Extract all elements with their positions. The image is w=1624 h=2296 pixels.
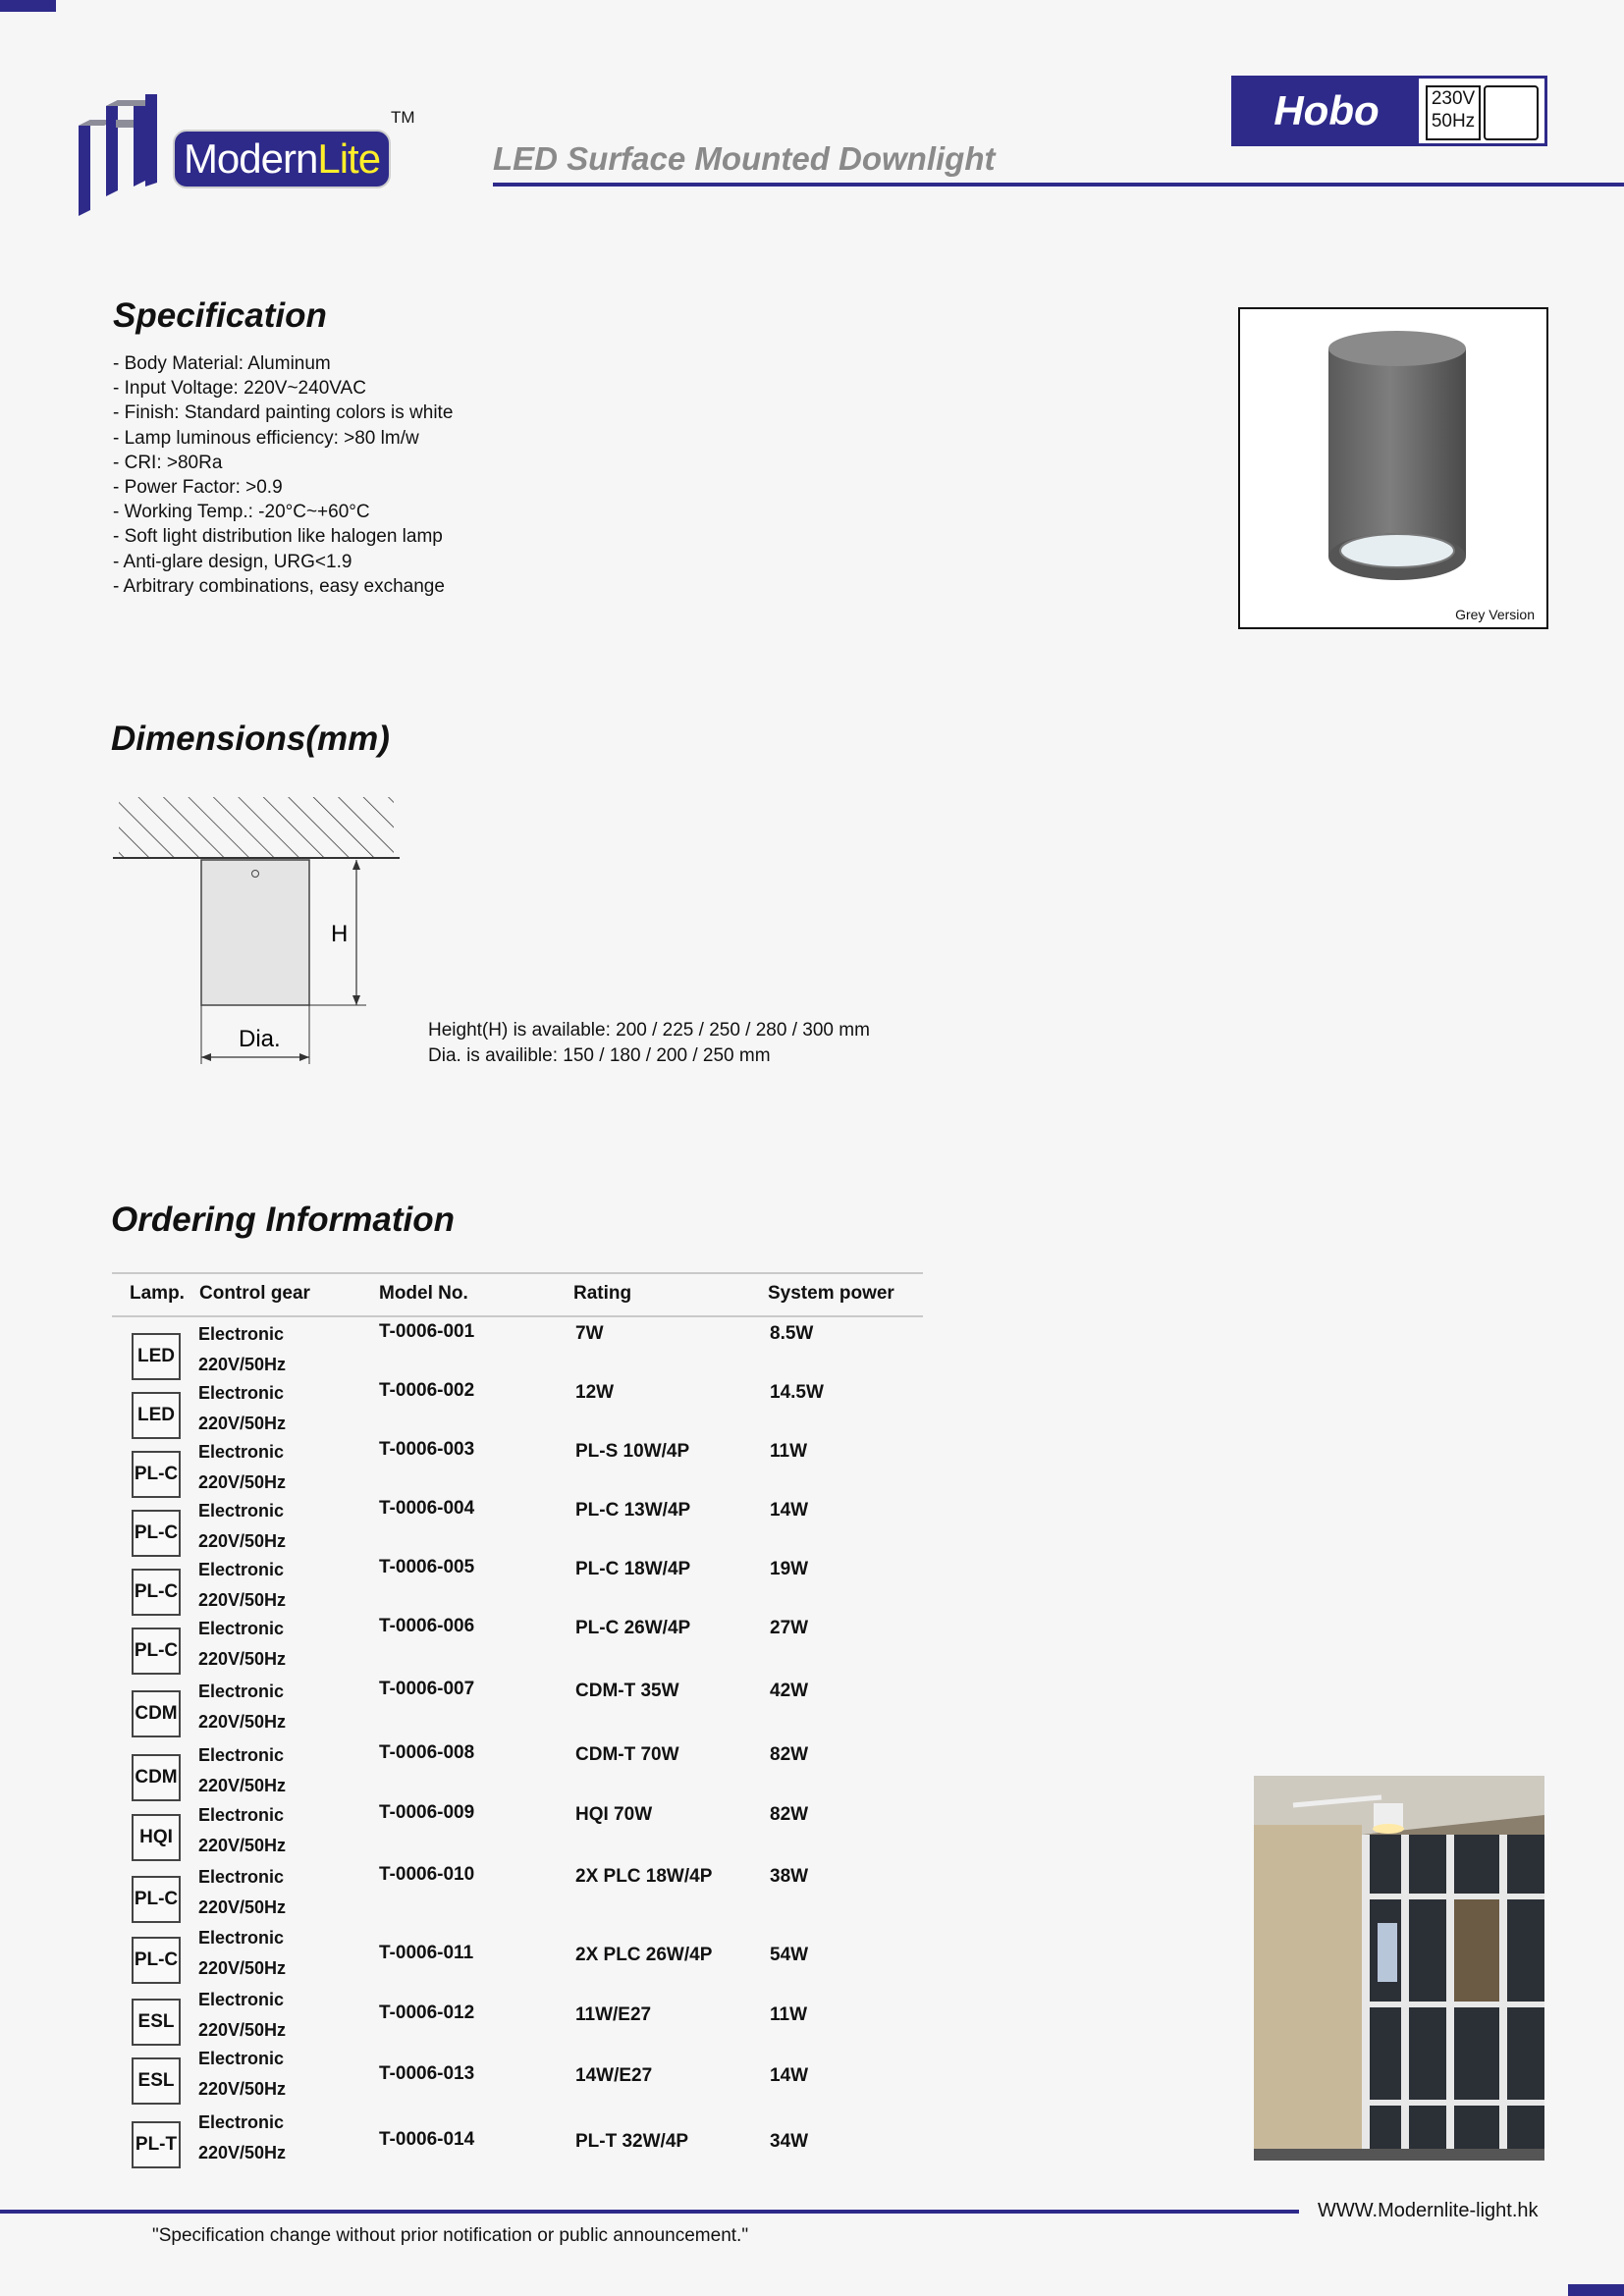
lamp-type-box: PL-C <box>132 1569 181 1616</box>
product-subtitle: LED Surface Mounted Downlight <box>493 140 996 177</box>
lamp-type-box: PL-C <box>132 1876 181 1923</box>
table-row <box>112 2112 923 2174</box>
control-gear-cell <box>198 1496 286 1557</box>
model-number-cell: T-0006-010 <box>379 1864 475 1885</box>
table-row <box>112 1928 923 1990</box>
header-rule <box>493 183 1624 187</box>
lamp-type-box: LED <box>132 1333 181 1380</box>
spec-item: - Working Temp.: -20°C~+60°C <box>113 502 370 523</box>
system-power-cell: 14W <box>770 2065 809 2086</box>
spec-item: - Input Voltage: 220V~240VAC <box>113 378 366 400</box>
control-gear-cell <box>198 1555 286 1616</box>
installation-photo <box>1254 1776 1544 2161</box>
product-name: Hobo <box>1234 79 1419 143</box>
control-gear-voltage: 220V/50Hz <box>198 1649 287 1669</box>
control-gear-voltage: 220V/50Hz <box>198 2020 287 2040</box>
control-gear-voltage: 220V/50Hz <box>198 1531 287 1551</box>
system-power-cell: 54W <box>770 1945 809 1965</box>
system-power-cell: 82W <box>770 1744 809 1765</box>
system-power-cell: 42W <box>770 1681 809 1701</box>
logo-word-modern: Modern <box>183 135 318 182</box>
lamp-type-box: ESL <box>132 1999 181 2046</box>
rating-cell: PL-C 13W/4P <box>575 1500 691 1521</box>
control-gear-cell <box>198 1862 286 1923</box>
model-number-cell: T-0006-008 <box>379 1742 475 1763</box>
spec-item: - CRI: >80Ra <box>113 452 223 473</box>
table-row <box>112 1557 923 1622</box>
model-number-cell: T-0006-001 <box>379 1321 475 1342</box>
model-number-cell: T-0006-014 <box>379 2129 475 2150</box>
dimension-drawing <box>113 797 407 1070</box>
downlight-product-image <box>1240 309 1546 627</box>
control-gear-cell <box>198 2044 286 2105</box>
ordering-heading: Ordering Information <box>111 1201 455 1239</box>
table-row <box>112 1321 923 1386</box>
control-gear-type: Electronic <box>198 1682 285 1701</box>
control-gear-type: Electronic <box>198 1990 285 2009</box>
table-row <box>112 1616 923 1681</box>
control-gear-type: Electronic <box>198 1619 285 1638</box>
model-number-cell: T-0006-002 <box>379 1380 475 1401</box>
table-row <box>112 1498 923 1563</box>
model-number-cell: T-0006-011 <box>379 1943 474 1963</box>
dimension-label-h: H <box>331 921 349 947</box>
rating-cell: PL-S 10W/4P <box>575 1441 690 1462</box>
logo-word-lite: Lite <box>317 135 381 182</box>
model-number-cell: T-0006-006 <box>379 1616 475 1636</box>
column-header-lamp: Lamp. <box>130 1283 185 1304</box>
control-gear-cell <box>198 1923 286 1984</box>
dimension-notes <box>428 1018 870 1069</box>
control-gear-type: Electronic <box>198 1867 285 1887</box>
rating-cell: HQI 70W <box>575 1804 653 1825</box>
control-gear-voltage: 220V/50Hz <box>198 1472 287 1492</box>
control-gear-voltage: 220V/50Hz <box>198 1712 287 1732</box>
rating-cell: 14W/E27 <box>575 2065 653 2086</box>
lamp-type-box: HQI <box>132 1814 181 1861</box>
spec-item: - Anti-glare design, URG<1.9 <box>113 551 352 572</box>
table-row <box>112 1742 923 1807</box>
system-power-cell: 27W <box>770 1618 809 1638</box>
lamp-type-box: ESL <box>132 2057 181 2105</box>
control-gear-type: Electronic <box>198 1383 285 1403</box>
model-number-cell: T-0006-004 <box>379 1498 475 1519</box>
diameter-availability: Dia. is availible: 150 / 180 / 200 / 250 mm <box>428 1045 771 1066</box>
control-gear-voltage: 220V/50Hz <box>198 1897 287 1917</box>
brand-logo-wordmark <box>173 130 391 188</box>
control-gear-cell <box>198 1677 286 1737</box>
control-gear-type: Electronic <box>198 2112 285 2132</box>
system-power-cell: 19W <box>770 1559 809 1579</box>
specification-list <box>113 351 453 599</box>
rating-cell: PL-T 32W/4P <box>575 2131 689 2152</box>
lamp-type-box: PL-T <box>132 2121 181 2168</box>
table-row <box>112 1439 923 1504</box>
control-gear-cell <box>198 1437 286 1498</box>
product-image-caption: Grey Version <box>1455 607 1535 622</box>
control-gear-voltage: 220V/50Hz <box>198 1776 287 1795</box>
rating-cell: CDM-T 70W <box>575 1744 679 1765</box>
table-row <box>112 1679 923 1743</box>
model-number-cell: T-0006-007 <box>379 1679 475 1699</box>
lamp-type-box: CDM <box>132 1690 181 1737</box>
control-gear-type: Electronic <box>198 2049 285 2068</box>
control-gear-voltage: 220V/50Hz <box>198 1414 287 1433</box>
spec-item: - Finish: Standard painting colors is white <box>113 402 454 424</box>
corner-mark-bottom-right <box>1568 2284 1624 2296</box>
system-power-cell: 8.5W <box>770 1323 814 1344</box>
control-gear-type: Electronic <box>198 1442 285 1462</box>
dimension-label-dia: Dia. <box>239 1026 281 1052</box>
control-gear-type: Electronic <box>198 1745 285 1765</box>
rating-cell: CDM-T 35W <box>575 1681 679 1701</box>
control-gear-cell <box>198 1740 286 1801</box>
table-row <box>112 2049 923 2110</box>
control-gear-cell <box>198 1614 286 1675</box>
product-badge <box>1231 76 1547 146</box>
system-power-cell: 11W <box>770 2004 808 2025</box>
rating-cell: 11W/E27 <box>575 2004 652 2025</box>
system-power-cell: 14W <box>770 1500 809 1521</box>
spec-item: - Arbitrary combinations, easy exchange <box>113 575 445 597</box>
voltage-box <box>1426 85 1481 140</box>
system-power-cell: 14.5W <box>770 1382 824 1403</box>
system-power-cell: 34W <box>770 2131 809 2152</box>
rating-cell: 12W <box>575 1382 615 1403</box>
control-gear-type: Electronic <box>198 1324 285 1344</box>
spec-item: - Body Material: Aluminum <box>113 353 331 374</box>
column-header-model: Model No. <box>379 1283 468 1304</box>
rating-cell: 2X PLC 26W/4P <box>575 1945 713 1965</box>
system-power-cell: 38W <box>770 1866 809 1887</box>
model-number-cell: T-0006-012 <box>379 2002 475 2023</box>
control-gear-voltage: 220V/50Hz <box>198 1836 287 1855</box>
table-row <box>112 1864 923 1929</box>
column-header-control-gear: Control gear <box>199 1283 310 1304</box>
control-gear-voltage: 220V/50Hz <box>198 1958 287 1978</box>
control-gear-type: Electronic <box>198 1560 285 1579</box>
rating-cell: 7W <box>575 1323 604 1344</box>
control-gear-voltage: 220V/50Hz <box>198 1590 287 1610</box>
rating-cell: PL-C 26W/4P <box>575 1618 691 1638</box>
spec-item: - Power Factor: >0.9 <box>113 477 283 499</box>
lamp-type-box: PL-C <box>132 1510 181 1557</box>
control-gear-cell <box>198 1800 286 1861</box>
lamp-type-box: PL-C <box>132 1451 181 1498</box>
control-gear-cell <box>198 1985 286 2046</box>
table-row <box>112 1990 923 2052</box>
control-gear-cell <box>198 2108 286 2168</box>
dimensions-heading: Dimensions(mm) <box>111 720 390 758</box>
lamp-type-box: CDM <box>132 1754 181 1801</box>
footer-rule <box>0 2210 1299 2214</box>
rating-cell: 2X PLC 18W/4P <box>575 1866 713 1887</box>
column-header-rating: Rating <box>573 1283 632 1304</box>
trademark-symbol: TM <box>391 108 415 127</box>
column-header-system-power: System power <box>768 1283 894 1304</box>
spec-item: - Soft light distribution like halogen lamp <box>113 526 443 548</box>
model-number-cell: T-0006-013 <box>379 2063 475 2084</box>
table-row <box>112 1380 923 1445</box>
rating-cell: PL-C 18W/4P <box>575 1559 691 1579</box>
system-power-cell: 82W <box>770 1804 809 1825</box>
control-gear-cell <box>198 1378 286 1439</box>
lamp-type-box: LED <box>132 1392 181 1439</box>
model-number-cell: T-0006-003 <box>379 1439 475 1460</box>
website-url[interactable]: WWW.Modernlite-light.hk <box>1318 2200 1539 2221</box>
blank-certification-box <box>1484 85 1539 140</box>
product-image-frame <box>1238 307 1548 629</box>
control-gear-cell <box>198 1319 286 1380</box>
control-gear-voltage: 220V/50Hz <box>198 2143 287 2163</box>
model-number-cell: T-0006-009 <box>379 1802 475 1823</box>
control-gear-voltage: 220V/50Hz <box>198 1355 287 1374</box>
corner-mark-top-left <box>0 0 56 12</box>
control-gear-type: Electronic <box>198 1805 285 1825</box>
table-header-rule <box>112 1315 923 1317</box>
table-row <box>112 1802 923 1867</box>
lamp-type-box: PL-C <box>132 1937 181 1984</box>
control-gear-type: Electronic <box>198 1501 285 1521</box>
system-power-cell: 11W <box>770 1441 808 1462</box>
spec-item: - Lamp luminous efficiency: >80 lm/w <box>113 427 419 449</box>
specification-heading: Specification <box>113 296 327 335</box>
disclaimer-note: "Specification change without prior notification or public announcement." <box>152 2225 749 2246</box>
control-gear-voltage: 220V/50Hz <box>198 2079 287 2099</box>
control-gear-type: Electronic <box>198 1928 285 1948</box>
frequency-value: 50Hz <box>1431 111 1476 132</box>
lamp-type-box: PL-C <box>132 1628 181 1675</box>
voltage-value: 230V <box>1431 88 1476 109</box>
model-number-cell: T-0006-005 <box>379 1557 475 1577</box>
height-availability: Height(H) is available: 200 / 225 / 250 / 280 / 300 mm <box>428 1020 870 1041</box>
